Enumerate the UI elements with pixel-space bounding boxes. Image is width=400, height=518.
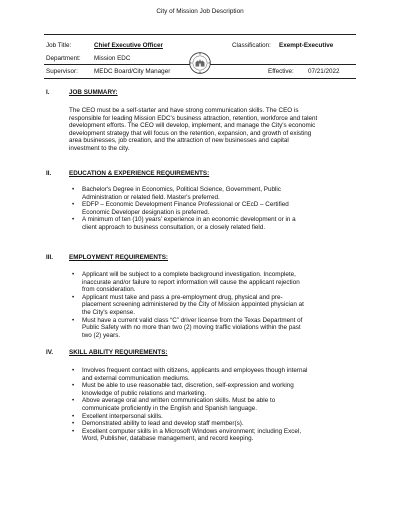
- item-line: • EDFP – Economic Development Finance Professional or CEcD – Certified: [82, 201, 289, 209]
- job-title-label: Job Title:: [46, 42, 72, 49]
- list-item: [82, 420, 358, 428]
- education-list: [82, 186, 358, 232]
- list-item: [82, 317, 358, 340]
- list-item: [82, 367, 358, 382]
- section-number: I.: [46, 89, 50, 96]
- paragraph-line: responsible for leading Mission EDC's business attraction, retention, workforce and talent: [69, 114, 318, 122]
- section-title: JOB SUMMARY:: [69, 89, 118, 96]
- item-line: the City's expense.: [82, 308, 136, 316]
- classification-value: Exempt-Executive: [279, 42, 334, 49]
- department-label: Department:: [46, 55, 81, 62]
- header-bottom-rule: [44, 78, 356, 79]
- item-line: • Excellent interpersonal skills.: [82, 412, 163, 420]
- item-line: knowledge of public relations and marketing.: [82, 389, 207, 397]
- paragraph-line: investment to the city.: [69, 144, 130, 152]
- classification-label: Classification:: [232, 42, 271, 49]
- employment-list: [82, 271, 358, 339]
- section-number: III.: [46, 254, 53, 261]
- list-item: [82, 216, 358, 231]
- section-title: SKILL ABILITY REQUIREMENTS:: [69, 349, 168, 356]
- paragraph-line: development efforts. The CEO will develop, implement, and manage the City's economic: [69, 122, 316, 130]
- item-line: from consideration.: [82, 286, 136, 294]
- section-title: EMPLOYMENT REQUIREMENTS:: [69, 254, 169, 261]
- skill-list: [82, 367, 358, 443]
- item-line: • Applicant will be subject to a complete background investigation. Incomplete,: [82, 271, 296, 278]
- header-top-rule: [44, 34, 356, 35]
- item-line: communicate proficiently in the English and Spanish language.: [82, 404, 258, 412]
- item-line: • Applicant must take and pass a pre-employment drug, physical and pre-: [82, 293, 283, 301]
- item-line: client approach to business consultation, or a closely related field.: [82, 223, 266, 231]
- city-of-mission-seal-icon: [189, 52, 211, 74]
- item-line: • Above average oral and written communication skills. Must be able to: [82, 397, 276, 405]
- effective-value: 07/21/2022: [308, 68, 340, 75]
- department-value: Mission EDC: [94, 55, 131, 62]
- item-line: • Excellent computer skills in a Microsoft Windows environment; including Excel,: [82, 427, 302, 435]
- item-line: • Involves frequent contact with citizens, applicants and employees though internal: [82, 367, 308, 374]
- item-line: • Must be able to use reasonable tact, discretion, self-expression and working: [82, 382, 294, 390]
- running-header: City of Mission Job Description: [156, 8, 244, 15]
- item-line: and external communication mediums.: [82, 374, 190, 382]
- paragraph-line: The CEO must be a self-starter and have strong communication skills. The CEO is: [69, 107, 299, 114]
- item-line: inaccurate and/or failure to report information will cause the applicant rejection: [82, 278, 300, 286]
- item-line: Public Safety with no more than two (2) moving traffic violations within the past: [82, 324, 301, 332]
- list-item: [82, 413, 358, 421]
- item-line: • Must have a current valid class “C” driver license from the Texas Department of: [82, 316, 303, 324]
- list-item: [82, 382, 358, 397]
- item-line: • Bachelor's Degree in Economics, Political Science, Government, Public: [82, 186, 281, 193]
- item-line: • Demonstrated ability to lead and develop staff member(s).: [82, 420, 244, 428]
- list-item: [82, 271, 358, 294]
- item-line: • A minimum of ten (10) years' experience in an economic development or in a: [82, 216, 296, 224]
- item-line: Economic Developer designation is preferred.: [82, 208, 210, 216]
- effective-label: Effective:: [268, 68, 294, 75]
- section-title: EDUCATION & EXPERIENCE REQUIREMENTS:: [69, 170, 210, 177]
- job-summary-paragraph: [69, 107, 359, 153]
- list-item: [82, 294, 358, 317]
- header-row-1: [46, 42, 352, 51]
- item-line: Administration or related field. Master's preferred.: [82, 193, 220, 201]
- section-number: II.: [46, 170, 52, 177]
- supervisor-value: MEDC Board/City Manager: [94, 68, 171, 75]
- item-line: Word, Publisher, database management, and record keeping.: [82, 435, 254, 443]
- paragraph-line: area businesses, job creation, and the attraction of new businesses and capital: [69, 137, 289, 145]
- section-number: IV.: [46, 349, 54, 356]
- job-title-value: Chief Executive Officer: [94, 42, 163, 49]
- list-item: [82, 397, 358, 412]
- supervisor-label: Supervisor:: [46, 68, 78, 75]
- list-item: [82, 201, 358, 216]
- paragraph-line: development strategy that will focus on the retention, expansion, and growth of existing: [69, 129, 312, 137]
- list-item: [82, 186, 358, 201]
- item-line: two (2) years.: [82, 331, 121, 339]
- list-item: [82, 428, 358, 443]
- item-line: placement screening administered by the City of Mission appointed physician at: [82, 301, 304, 309]
